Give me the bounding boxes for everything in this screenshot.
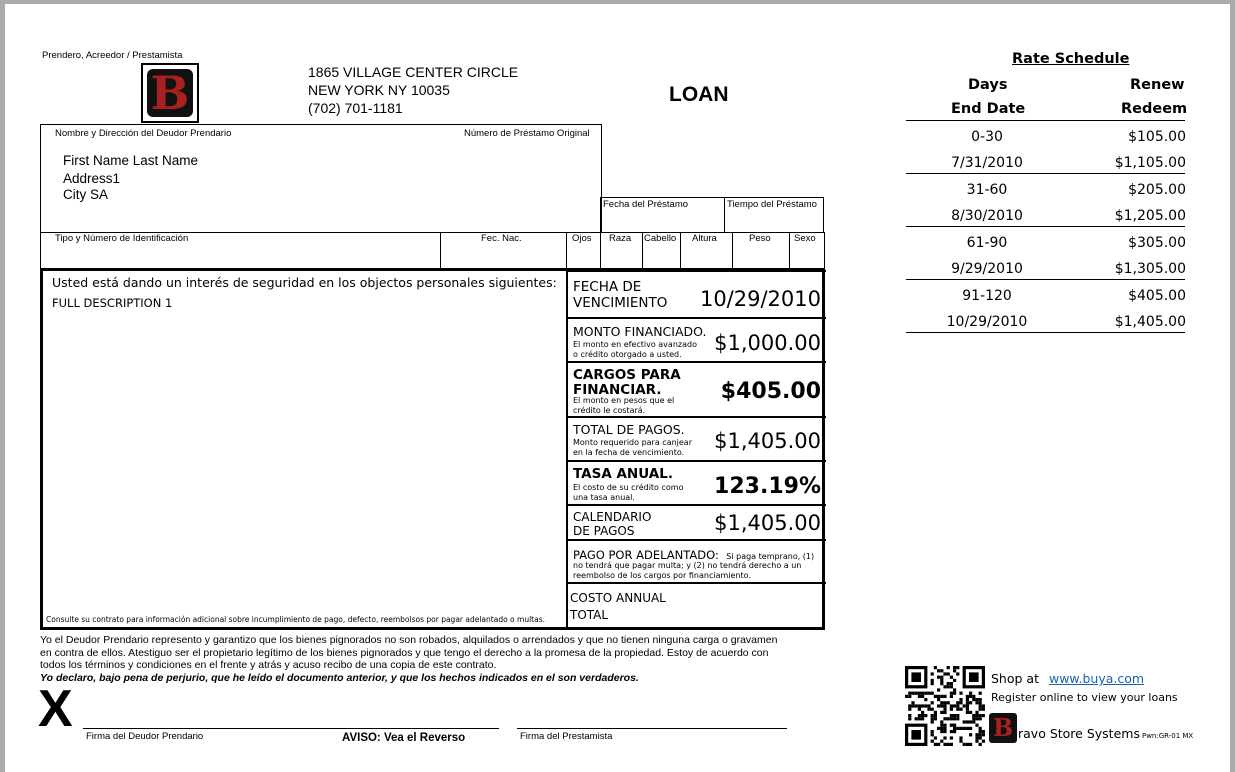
annual-cost-box (566, 582, 826, 630)
items-intro: Usted está dando un interés de seguridad en los objectos personales siguientes: (52, 275, 557, 290)
hair-label: Cabello (644, 233, 677, 244)
company-logo (141, 63, 199, 123)
loan-term-label: Tiempo del Préstamo (727, 199, 817, 210)
race-label: Raza (609, 233, 632, 244)
due-date-label-1: FECHA DE (573, 279, 642, 295)
finance-charge-sub-1: El monto en pesos que el (573, 396, 675, 405)
rate-days: 31-60 (966, 182, 1008, 198)
rate-days: 61-90 (966, 235, 1008, 251)
address-line-2: NEW YORK NY 10035 (308, 82, 450, 98)
annual-rate-box (566, 460, 826, 506)
declaration-line-3: todos los términos y condiciones en el frente y atrás y acuso recibo de una copia de este contrato. (40, 659, 497, 671)
logo-letter: B (150, 66, 190, 120)
end-date-heading: End Date (951, 101, 1026, 117)
due-date-value: 10/29/2010 (699, 287, 821, 311)
payment-schedule-box (566, 504, 826, 541)
finance-charge-sub-2: crédito le costará. (573, 406, 646, 415)
rate-row-days (907, 284, 1186, 310)
weight-label: Peso (749, 233, 771, 244)
rate-days: 91-120 (962, 288, 1012, 304)
rate-end-date: 10/29/2010 (946, 314, 1028, 330)
address-line-1: 1865 VILLAGE CENTER CIRCLE (308, 64, 519, 80)
rate-redeem: $1,105.00 (1114, 155, 1186, 171)
prepayment-text-1: Si paga temprano, (1) (726, 552, 815, 561)
borrower-city: City SA (63, 187, 109, 202)
rate-end-date: 7/31/2010 (951, 155, 1023, 171)
id-label: Tipo y Número de Identificación (55, 233, 189, 244)
lender-address (308, 63, 518, 117)
borrower-label: Nombre y Dirección del Deudor Prendario (55, 128, 232, 139)
total-payments-sub-1: Monto requerido para canjear (573, 438, 692, 447)
declaration-line-1: Yo el Deudor Prendario represento y garantizo que los bienes pignorados no son robados, alquilados o arrendados y que no tienen ninguna carga o gravamen (40, 634, 778, 646)
qr-code (905, 666, 985, 746)
rate-days: 0-30 (971, 129, 1003, 145)
rate-row-days (907, 178, 1186, 204)
sex-label: Sexo (794, 233, 816, 244)
annual-rate-value: 123.19% (714, 474, 821, 499)
loan-number-label: Número de Préstamo Original (464, 128, 590, 139)
rate-renew: $105.00 (1128, 129, 1186, 145)
finance-charge-label-2: FINANCIAR. (573, 382, 662, 398)
total-payments-box (566, 416, 826, 462)
annual-rate-sub-2: una tasa anual. (573, 493, 635, 502)
id-divider-1 (440, 232, 441, 270)
shop-line (991, 671, 1144, 686)
payment-schedule-label-2: DE PAGOS (573, 524, 635, 538)
renew-heading: Renew (1130, 77, 1185, 93)
id-divider-7 (789, 232, 790, 270)
lender-label: Prendero, Acreedor / Prestamista (42, 50, 183, 61)
finance-charge-box (566, 361, 826, 418)
shop-url-link[interactable]: www.buya.com (1048, 671, 1145, 686)
prepayment-box (566, 539, 826, 584)
rate-row-divider (906, 332, 1185, 333)
prepayment-label: PAGO POR ADELANTADO: (573, 548, 719, 562)
signature-x-mark: X (38, 680, 73, 738)
rate-schedule-divider (906, 120, 1185, 121)
prepayment-text-3: reembolso de los cargos por financiamiento. (573, 571, 751, 580)
due-date-box (566, 270, 826, 319)
form-code: Pwn:GR-01 MX (1141, 732, 1194, 740)
rate-end-date: 9/29/2010 (951, 261, 1023, 277)
borrower-name: First Name Last Name (63, 153, 199, 168)
annual-rate-sub-1: El costo de su crédito como (573, 483, 684, 492)
register-text: Register online to view your loans (991, 691, 1178, 704)
amount-financed-sub-2: o crédito otorgado a usted. (573, 350, 682, 359)
borrower-info (63, 152, 198, 202)
rate-row-divider (906, 226, 1185, 227)
shop-at-label: Shop at (991, 671, 1039, 686)
dob-label: Fec. Nac. (481, 233, 522, 244)
reverse-notice: AVISO: Vea el Reverso (342, 732, 466, 744)
rate-row-days (907, 125, 1186, 151)
declaration-line-4: Yo declaro, bajo pena de perjurio, que he leído el documento anterior, y que los hechos indicados en el son verdaderos. (40, 671, 639, 684)
finance-charge-value: $405.00 (720, 379, 821, 404)
loan-date-label: Fecha del Préstamo (603, 199, 689, 210)
id-divider-5 (680, 232, 681, 270)
eyes-label: Ojos (572, 233, 592, 244)
brand-text: ravo Store Systems (1018, 726, 1140, 741)
id-divider-3 (600, 232, 601, 270)
declaration-line-2: en contra de ellos. Atestiguo ser el propietario legítimo de los bienes pignorados y que tengo el derecho a la promesa de la propiedad. Estoy de acuerdo con (40, 646, 769, 659)
total-payments-sub-2: en la fecha de vencimiento. (573, 448, 685, 457)
item-description: FULL DESCRIPTION 1 (52, 296, 173, 310)
brand-name (1018, 726, 1193, 741)
brand-logo (989, 713, 1017, 743)
rate-row-divider (906, 173, 1185, 174)
id-divider-4 (642, 232, 643, 270)
rate-redeem: $1,205.00 (1114, 208, 1186, 224)
amount-financed-sub-1: El monto en efectivo avanzado (573, 340, 697, 349)
lender-phone: (702) 701-1181 (308, 100, 403, 116)
payment-schedule-value: $1,405.00 (714, 511, 821, 535)
annual-rate-label: TASA ANUAL. (573, 466, 673, 482)
document-title: LOAN (669, 83, 729, 106)
borrower-signature-label: Firma del Deudor Prendario (86, 731, 204, 742)
prepayment-text-2: no tendrá que pagar multa; y (2) no tendrá derecho a un (573, 561, 802, 570)
payment-schedule-label-1: CALENDARIO (573, 510, 652, 524)
brand-logo-letter: B (992, 713, 1014, 742)
lender-signature-label: Firma del Prestamista (520, 731, 613, 742)
rate-row-divider (906, 279, 1185, 280)
rate-renew: $205.00 (1128, 182, 1186, 198)
rate-renew: $405.00 (1128, 288, 1186, 304)
items-footer-note: Consulte su contrato para información adicional sobre incumplimiento de pago, defecto, reembolsos por pagar adelantado o multas. (46, 615, 545, 624)
amount-financed-box (566, 317, 826, 363)
finance-charge-label-1: CARGOS PARA (573, 367, 681, 383)
height-label: Altura (692, 233, 717, 244)
total-payments-label: TOTAL DE PAGOS. (573, 422, 685, 437)
loan-document (5, 4, 1230, 772)
borrower-address: Address1 (63, 171, 121, 186)
rate-renew: $305.00 (1128, 235, 1186, 251)
id-divider-2 (566, 232, 567, 270)
declaration (40, 634, 777, 684)
amount-financed-label: MONTO FINANCIADO. (573, 324, 707, 339)
days-heading: Days (968, 77, 1008, 93)
redeem-heading: Redeem (1121, 101, 1188, 117)
rate-redeem: $1,405.00 (1114, 314, 1186, 330)
annual-cost-label-1: COSTO ANNUAL (570, 591, 666, 605)
rate-redeem: $1,305.00 (1114, 261, 1186, 277)
rate-schedule-title: Rate Schedule (1012, 51, 1130, 67)
borrower-signature-line[interactable] (83, 728, 499, 729)
rate-end-date: 8/30/2010 (951, 208, 1023, 224)
rate-row-days (907, 231, 1186, 257)
amount-financed-value: $1,000.00 (714, 331, 821, 355)
total-payments-value: $1,405.00 (714, 429, 821, 453)
id-divider-6 (732, 232, 733, 270)
due-date-label-2: VENCIMIENTO (573, 295, 668, 311)
lender-signature-line[interactable] (517, 728, 787, 729)
annual-cost-label-2: TOTAL (570, 608, 609, 622)
